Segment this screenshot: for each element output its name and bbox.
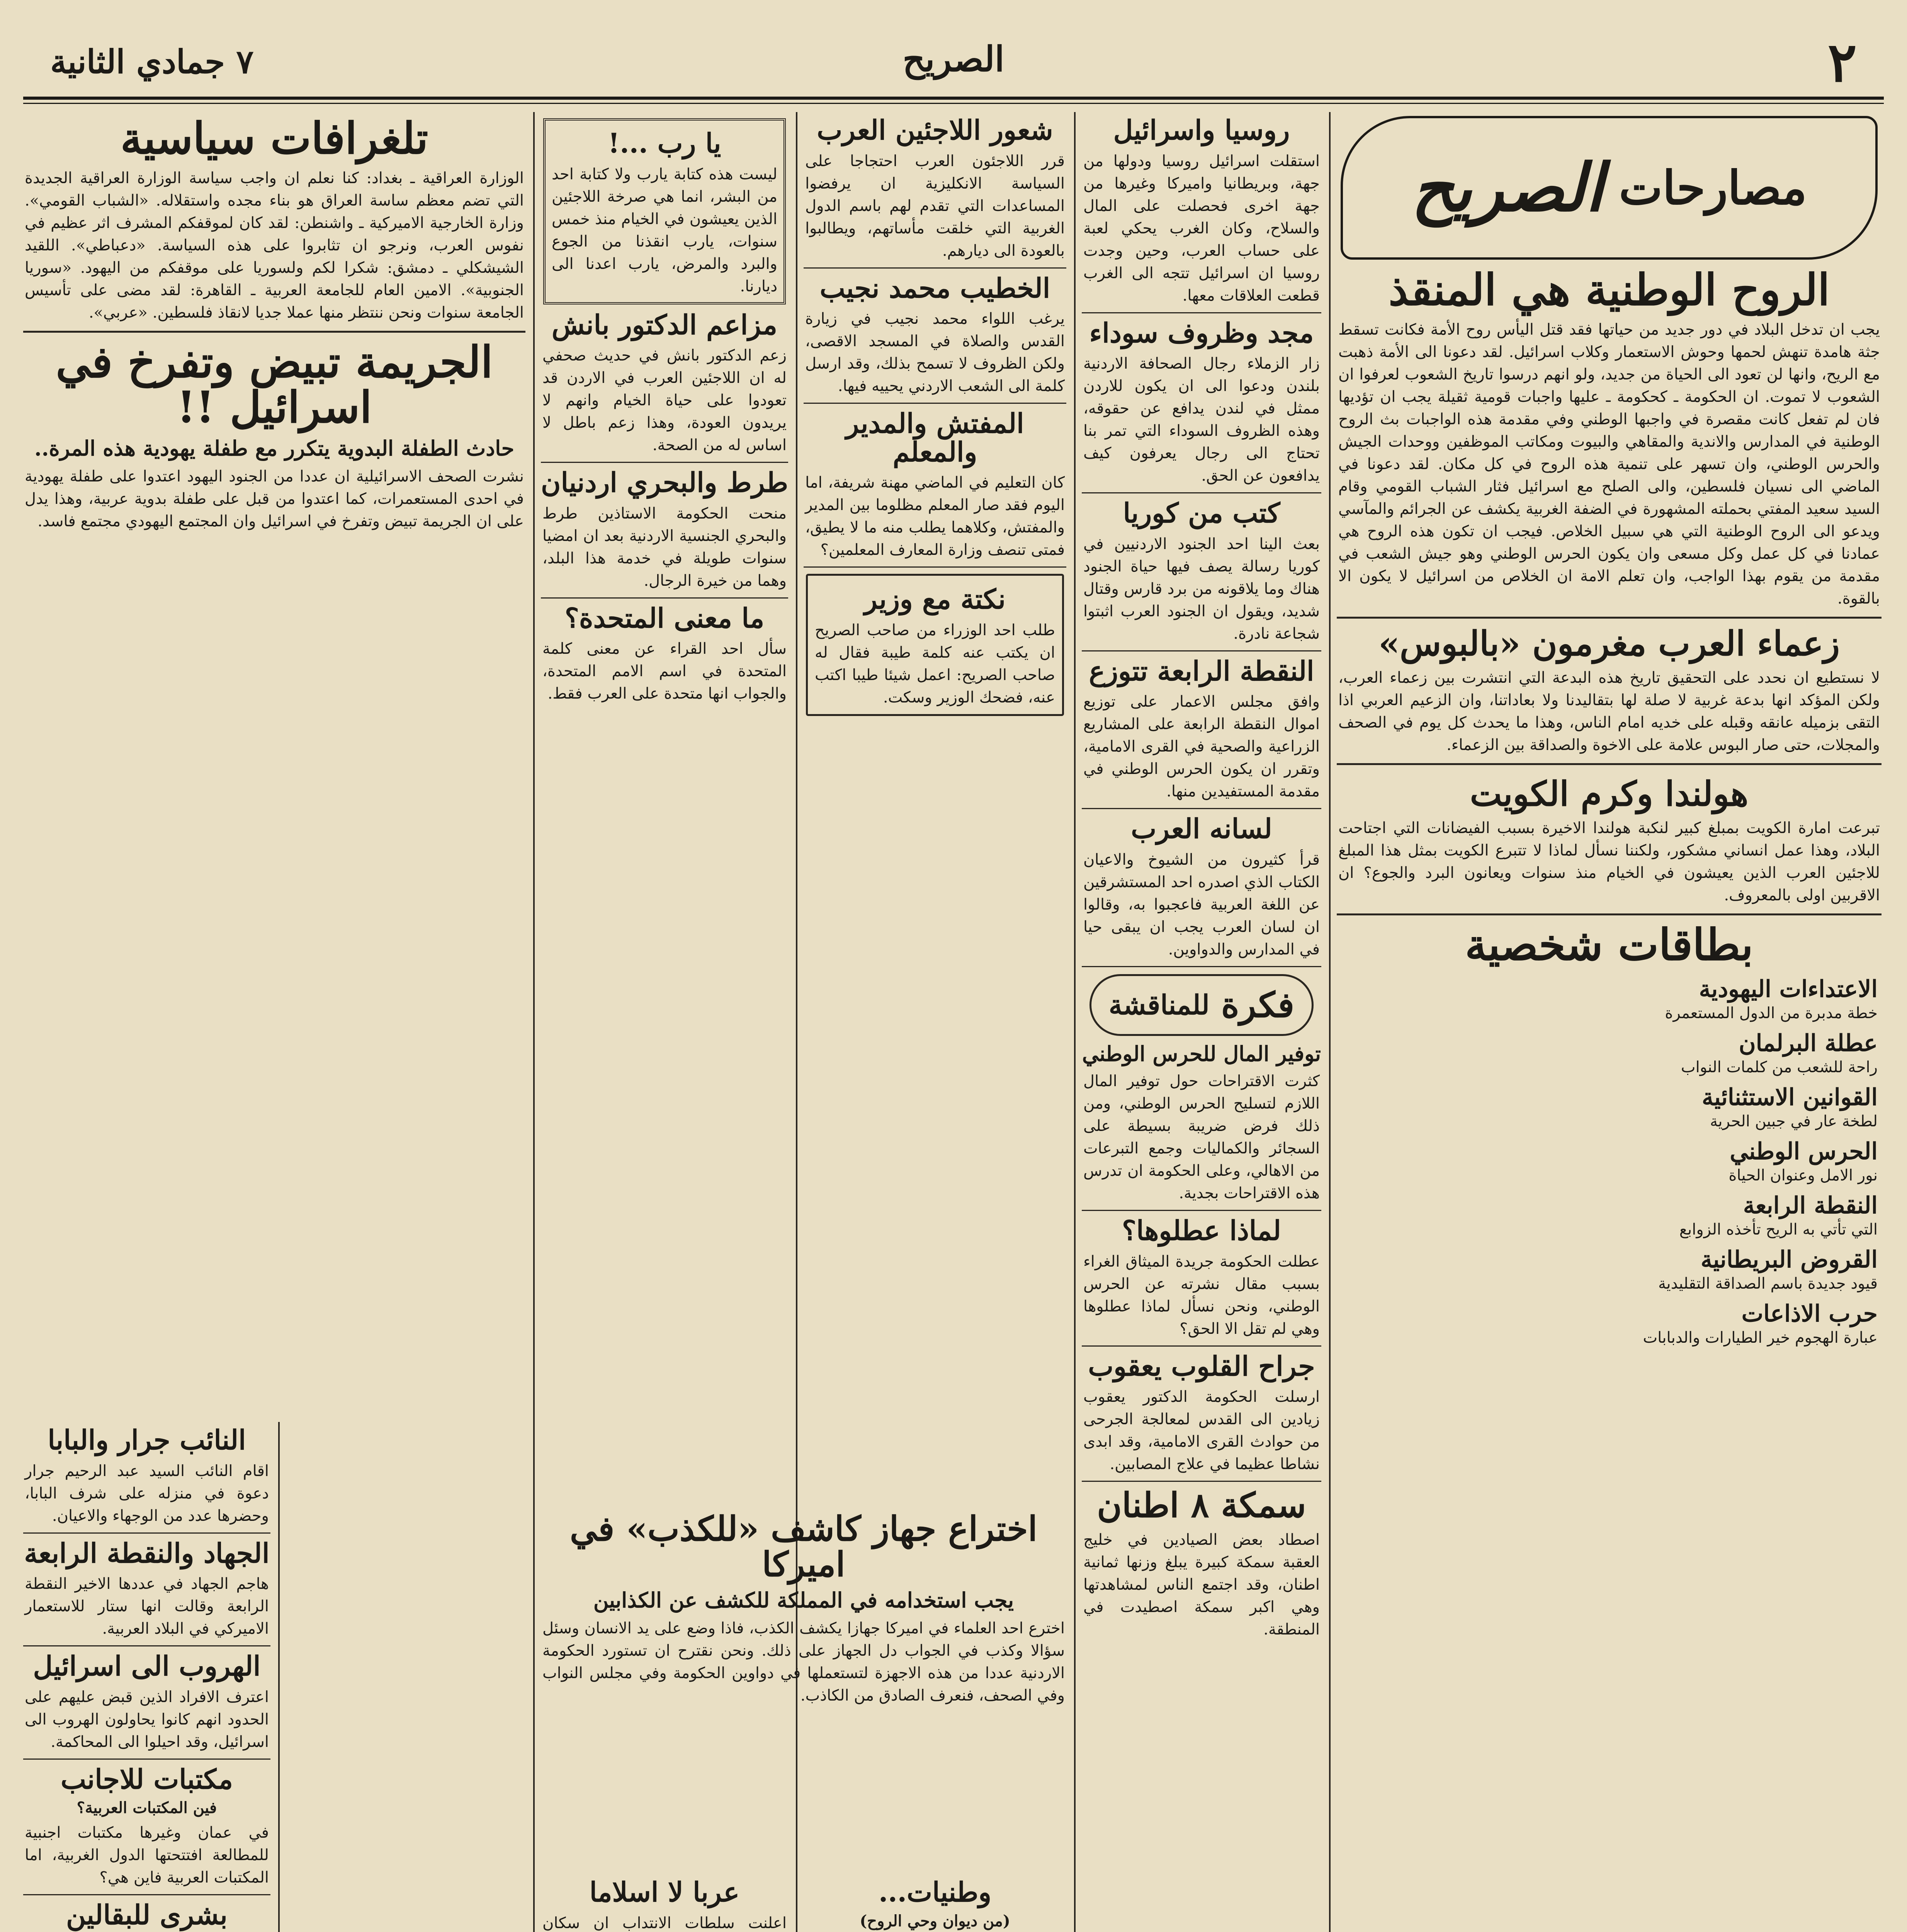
article-body: تبرعت امارة الكويت بمبلغ كبير لنكبة هولندا الاخيرة بسبب الفيضانات التي اجتاحت البلاد، وهذا عمل انساني مشكور، ولكننا نسأل لماذا لا تتبرع الكويت بمثل هذا المبلغ للاجئين العرب الذين يعيشون في الخيام منذ سنوات ويعانون البرد والجوع؟ ان الاقربين اولى بالمعروف. (1338, 819, 1880, 905)
article-body: اصطاد بعض الصيادين في خليج العقبة سمكة كبيرة يبلغ وزنها ثمانية اطنان، وقد اجتمع الناس لمشاهدتها وهي اكبر سمكة اصطيدت في المنطقة. (1083, 1531, 1320, 1638)
divider (1082, 1345, 1321, 1347)
article-headline: هولندا وكرم الكويت (1470, 773, 1749, 814)
divider (1082, 966, 1321, 967)
article-headline: يا رب ...! (608, 127, 721, 159)
divider (541, 597, 788, 599)
article-body: قرر اللاجئون العرب احتجاجا على السياسة الانكليزية ان يرفضوا المساعدات التي تقدم لهم باسم الدول الغربية التي خلقت مأساتهم، ويطالبوا بالعودة الى ديارهم. (805, 152, 1065, 260)
column-4-lower (541, 1874, 788, 1932)
masthead-title: الصريح (1411, 149, 1604, 226)
article-headline: الجريمة تبيض وتفرخ في اسرائيل !! (56, 337, 493, 433)
article-body: اعترف الافراد الذين قبض عليهم على الحدود انهم كانوا يحاولون الهروب الى اسرائيل، وقد احيلوا الى المحاكمة. (25, 1688, 269, 1751)
column-rule (278, 1422, 280, 1932)
divider (23, 1645, 270, 1646)
card-title: الحرس الوطني (1730, 1138, 1878, 1165)
card-subtitle: لطخة عار في جبين الحرية (1710, 1112, 1878, 1130)
article-body: بعث الينا احد الجنود الاردنيين في كوريا رسالة يصف فيها حياة الجنود هناك وما يلاقونه من برد قارس وقتال شديد، ويقول ان الجنود العرب اثبتوا شجاعة نادرة. (1083, 535, 1320, 643)
article-headline: النقطة الرابعة تتوزع (1089, 655, 1314, 687)
poem-source: (من ديوان وحي الروح) (860, 1912, 1010, 1930)
article-body: اخترع احد العلماء في اميركا جهازا يكشف الكذب، فاذا وضع على يد الانسان وسئل سؤالا وكذب في الجواب دل الجهاز على ذلك. ونحن نقترح ان تستورد الحكومة الاردنية عددا من هذه الاجهزة لتستعملها في دواوين الحكومة وفي مجلس النواب وفي الصحف، فنعرف الصادق من الكاذب. (542, 1619, 1065, 1704)
divider (23, 1894, 270, 1895)
column-rule (533, 112, 535, 1932)
divider (1082, 650, 1321, 651)
card-title: القوانين الاستثنائية (1701, 1083, 1878, 1111)
divider (1337, 617, 1882, 619)
badge-word: للمناقشة (1108, 989, 1210, 1021)
column-4 (541, 112, 788, 1495)
article-body: لا نستطيع ان نحدد على التحقيق تاريخ هذه البدعة التي انتشرت بين زعماء العرب، ولكن المؤكد انها بدعة غربية لا صلة لها بتقاليدنا ولا بعاداتنا، وان الزعيم العربي اذا التقى بزميله عانقه وقبله على خديه امام الناس، وهذا ما يحدث كل يوم في الصحف والمجلات، حتى صار البوس علامة على الاخوة والصداقة بين الزعماء. (1338, 668, 1880, 754)
article-body: ارسلت الحكومة الدكتور يعقوب زيادين الى القدس لمعالجة الجرحى من حوادث القرى الامامية، وقد ابدى نشاطا عظيما في علاج المصابين. (1083, 1388, 1320, 1473)
card-subtitle: قيود جديدة باسم الصداقة التقليدية (1658, 1274, 1878, 1293)
poem-title: وطنيات... (878, 1876, 992, 1908)
column-masthead (1337, 112, 1882, 1932)
bottom-row (1337, 772, 1882, 906)
holland-article (1337, 772, 1882, 906)
divider (541, 462, 788, 463)
article-headline: مجد وظروف سوداء (1089, 316, 1314, 349)
issue-date: ٧ جمادي الثانية (50, 43, 254, 81)
device-article (541, 1507, 1066, 1855)
divider (1082, 312, 1321, 313)
badge-word: فكرة (1221, 984, 1295, 1026)
header-rule-thin (23, 103, 1884, 104)
article-headline: الجهاد والنقطة الرابعة (24, 1537, 270, 1569)
divider (1082, 808, 1321, 809)
card-title: القروض البريطانية (1700, 1246, 1878, 1273)
paper-name: الصريح (903, 39, 1004, 80)
article-headline: مزاعم الدكتور بانش (551, 308, 778, 341)
article-body: اعلنت سلطات الانتداب ان سكان (542, 1914, 787, 1932)
card-subtitle: خطة مدبرة من الدول المستعمرة (1665, 1004, 1878, 1022)
article-headline: مكتبات للاجانب (61, 1763, 233, 1795)
page-number: ٢ (1827, 31, 1857, 94)
article-headline: كتب من كوريا (1123, 497, 1280, 529)
card-subtitle: عبارة الهجوم خير الطيارات والدبابات (1643, 1328, 1878, 1347)
divider (804, 403, 1066, 404)
article-headline: روسيا واسرائيل (1113, 114, 1290, 146)
divider (1082, 1481, 1321, 1482)
article-headline: الروح الوطنية هي المنقذ (1389, 265, 1830, 315)
article-body: يرغب اللواء محمد نجيب في زيارة القدس والصلاة في المسجد الاقصى، ولكن الظروف لا تسمح بذلك، وقد ارسل كلمة الى الشعب الاردني يحييه فيها. (805, 310, 1065, 395)
article-headline: الخطيب محمد نجيب (819, 272, 1050, 304)
divider (804, 267, 1066, 269)
column-2 (1082, 112, 1321, 1932)
discussion-badge (1089, 974, 1314, 1036)
article-headline: المفتش والمدير والمعلم (846, 407, 1024, 468)
article-body: عطلت الحكومة جريدة الميثاق الغراء بسبب مقال نشرته عن الحرس الوطني، ونحن نسأل لماذا عطلوها وهي لم تقل الا الحق؟ (1083, 1252, 1320, 1338)
article-subheadline: فين المكتبات العربية؟ (76, 1799, 217, 1817)
column-rule (1329, 112, 1331, 1932)
divider (804, 566, 1066, 568)
article-headline: لماذا عطلوها؟ (1122, 1214, 1282, 1247)
section-title: تلغرافات سياسية (120, 113, 428, 164)
masthead-word: مصارحات (1619, 160, 1807, 215)
article-body: قرأ كثيرون من الشيوخ والاعيان الكتاب الذي اصدره احد المستشرقين عن اللغة العربية فاعجبوا به، وقالوا ان لسان العرب يجب ان يبقى حيا في المدارس والدواوين. (1083, 850, 1320, 958)
article-body: منحت الحكومة الاستاذين طرط والبحري الجنسية الاردنية بعد ان امضيا سنوات طويلة في خدمة هذا البلد، وهما من خيرة الرجال. (542, 504, 787, 590)
article-headline: بشرى للبقالين (66, 1899, 228, 1931)
article-headline: طرط والبحري اردنيان (541, 466, 788, 498)
column-6 (23, 112, 525, 1395)
section-title: بطاقات شخصية (1465, 920, 1754, 971)
article-headline: اختراع جهاز كاشف «للكذب» في اميركا (569, 1509, 1038, 1585)
article-body: ليست هذه كتابة يارب ولا كتابة احد من البشر، انما هي صرخة اللاجئين الذين يعيشون في الخيام منذ خمس سنوات، يارب انقذنا من الجوع والبرد والمرض، يارب اعدنا الى ديارنا. (552, 165, 777, 295)
article-headline: زعماء العرب مغرمون «بالبوس» (1378, 623, 1840, 663)
article-headline: سمكة ٨ اطنان (1097, 1485, 1306, 1526)
article-headline: النائب جرار والبابا (48, 1424, 246, 1456)
article-headline: شعور اللاجئين العرب (817, 114, 1053, 146)
article-headline: توفير المال للحرس الوطني (1082, 1041, 1321, 1066)
article-body: يجب ان تدخل البلاد في دور جديد من حياتها فقد قتل اليأس روح الأمة فكانت تسقط جثة هامدة تنهش لحمها وحوش الاستعمار وكلاب اسرائيل. لقد دعونا الى الأمة ذهبت مع الريح، وانها لن تعود الى الحياة من جديد، ولو انهم درسوا تاريخ الشعوب لعرفوا ان الشعوب لا تموت. ان الحكومة ـ كحكومة ـ عليها واجبات قومية ثقيلة يجب ان تؤديها فان لم تفعل كانت مقصرة في واجبها الوطني وفي مقدمة هذه الواجبات بث الروح الوطنية في المدارس والاندية والمقاهي والبيوت ومكاتب الموظفين ووحدات الجيش والحرس الوطني، وان تسهر على تنمية هذه الروح في كل مكان. لقد دعونا في الماضي الى نسيان فلسطين، والى الصلح مع اسرائيل فثار الشباب القومي وقام السيد سعيد المفتي بحملته المشهورة في الضفة الغربية يكشف عن الجرائم والمآسي ويدعو الى الروح الوطنية التي هي سبيل الخلاص. فيجب ان تكون هذه الروح هي عمادنا في كل عمل وكل مسعى وان يكون الحرس الوطني وهو جيش الشعب في مقدمة من يقوم بهذا الواجب، وان تعلم الامة ان الخلاص من اسرائيل لا يكون الا بالقوة. (1338, 320, 1880, 607)
article-body: الوزارة العراقية ـ بغداد: كنا نعلم ان واجب سياسة الوزارة العراقية الجديدة التي تضم معظم ساسة العراق هو بناء مجده واستقلاله. «الشباب القومي». وزارة الخارجية الاميركية ـ واشنطن: لقد كان لموقفكم المشرف اثر عظيم في نفوس العرب، ونرجو ان تثابروا على هذه السياسة. «دعباطي». اللقيد الشيشكلي ـ دمشق: شكرا لكم ولسوريا على موقفكم من اليهود. «سوريا الجنوبية». الامين العام للجامعة العربية ـ القاهرة: لقد مضى على تأسيس الجامعة سنوات ونحن ننتظر منها عملا جديا لانقاذ فلسطين. «عربي». (25, 169, 524, 321)
article-subheadline: حادث الطفلة البدوية يتكرر مع طفلة يهودية هذه المرة.. (34, 435, 515, 461)
article-body: زعم الدكتور بانش في حديث صحفي له ان اللاجئين العرب في الاردن قد تعودوا على حياة الخيام وانهم لا يريدون العودة، وهذا زعم باطل لا اساس له من الصحة. (542, 347, 787, 454)
article-body: كان التعليم في الماضي مهنة شريفة، اما اليوم فقد صار المعلم مظلوما بين المدير والمفتش، وكلاهما يطلب منه ما لا يطيق، فمتى تنصف وزارة المعارف المعلمين؟ (805, 474, 1065, 559)
article-body: سأل احد القراء عن معنى كلمة المتحدة في اسم الامم المتحدة، والجواب انها متحدة على العرب فقط. (542, 640, 787, 702)
article-headline: ما معنى المتحدة؟ (564, 602, 765, 634)
column-3-lower (804, 1874, 1066, 1932)
article-headline: عربا لا اسلاما (589, 1876, 740, 1908)
article-body: هاجم الجهاد في عددها الاخير النقطة الرابعة وقالت انها ستار للاستعمار الاميركي في البلاد العربية. (25, 1575, 269, 1638)
card-title: الاعتداءات اليهودية (1699, 975, 1878, 1003)
column-6-lower (23, 1422, 270, 1932)
card-subtitle: نور الامل وعنوان الحياة (1729, 1166, 1878, 1184)
yarab-box (543, 118, 786, 304)
divider (23, 1759, 270, 1760)
article-body: كثرت الاقتراحات حول توفير المال اللازم لتسليح الحرس الوطني، ومن ذلك فرض ضريبة بسيطة على السجائر والكماليات وجمع التبرعات من الاهالي، وعلى الحكومة ان تدرس هذه الاقتراحات بجدية. (1083, 1072, 1320, 1202)
minister-box (806, 574, 1064, 716)
cards-list (1337, 976, 1882, 1347)
article-headline: لسانه العرب (1131, 813, 1272, 845)
article-body: نشرت الصحف الاسرائيلية ان عددا من الجنود اليهود اعتدوا على طفلة يهودية في احدى المستعمرات، كما اعتدوا من قبل على طفلة بدوية عربية، وهذا يدل على ان الجريمة تبيض وتفرخ في اسرائيل وان المجتمع اليهودي مجتمع فاسد. (25, 467, 524, 530)
divider (1082, 492, 1321, 493)
column-masthead-banner (1341, 116, 1878, 260)
card-title: عطلة البرلمان (1739, 1029, 1878, 1057)
header-rule (23, 97, 1884, 100)
divider (1082, 1210, 1321, 1211)
article-body: في عمان وغيرها مكتبات اجنبية للمطالعة افتتحتها الدول الغربية، اما المكتبات العربية فاين هي؟ (25, 1824, 269, 1886)
article-body: اقام النائب السيد عبد الرحيم جرار دعوة في منزله على شرف البابا، وحضرها عدد من الوجهاء والاعيان. (25, 1462, 269, 1525)
divider (23, 1532, 270, 1534)
article-body: وافق مجلس الاعمار على توزيع اموال النقطة الرابعة على المشاريع الزراعية والصحية في القرى الامامية، وتقرر ان يكون الحرس الوطني في مقدمة المستفيدين منها. (1083, 693, 1320, 800)
column-rule (1074, 112, 1076, 1932)
article-headline: نكتة مع وزير (864, 583, 1006, 615)
card-subtitle: التي تأتي به الريح تأخذه الزوابع (1679, 1220, 1878, 1238)
article-body: طلب احد الوزراء من صاحب الصريح ان يكتب عنه كلمة طيبة فقال له صاحب الصريح: اعمل شيئا طيبا اكتب عنه، فضحك الوزير وسكت. (815, 621, 1055, 706)
article-headline: الهروب الى اسرائيل (33, 1650, 261, 1682)
divider (1337, 763, 1882, 765)
card-title: حرب الاذاعات (1741, 1300, 1878, 1327)
article-headline: جراح القلوب يعقوب (1088, 1350, 1315, 1382)
card-title: النقطة الرابعة (1743, 1192, 1878, 1219)
card-subtitle: راحة للشعب من كلمات النواب (1681, 1058, 1878, 1076)
article-body: استقلت اسرائيل روسيا ودولها من جهة، وبريطانيا واميركا وغيرها من جهة اخرى فحصلت على المال والسلاح، وكان الغرب يحكي لعبة على حساب العرب، وحين وجدت روسيا ان اسرائيل تتجه الى الغرب قطعت العلاقات معها. (1083, 152, 1320, 304)
article-body: زار الزملاء رجال الصحافة الاردنية بلندن ودعوا الى ان يكون للاردن ممثل في لندن يدافع عن حقوقه، وهذه الظروف السوداء التي تمر بنا تحتاج الى رجال يعرفون كيف يدافعون عن الحق. (1083, 355, 1320, 485)
article-subheadline: يجب استخدامه في المملكة للكشف عن الكذابين (593, 1587, 1014, 1612)
page-header (23, 23, 1884, 93)
divider (23, 331, 525, 333)
divider (1337, 913, 1882, 915)
